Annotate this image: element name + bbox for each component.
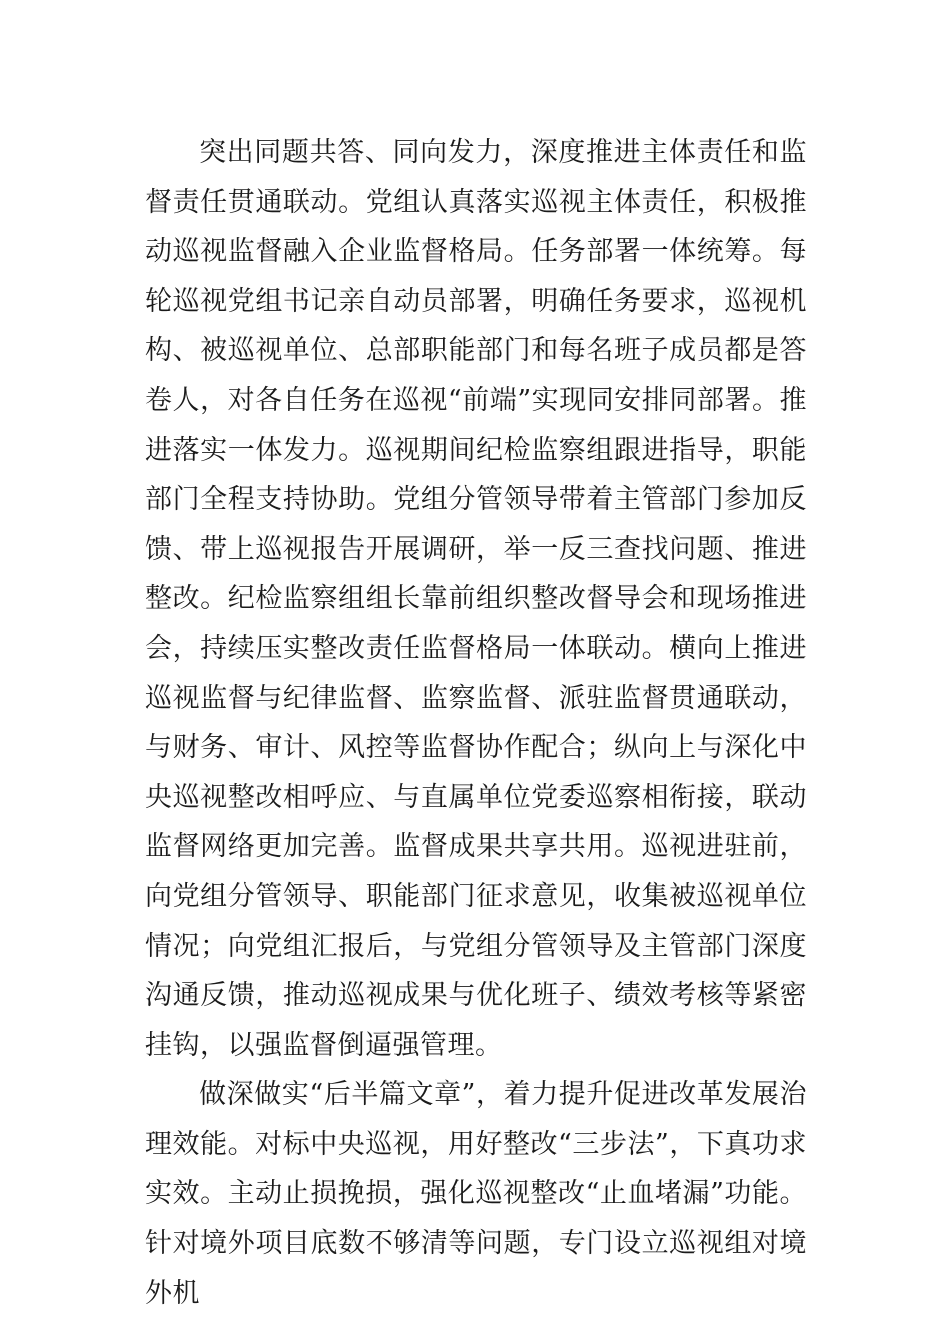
paragraph: 突出同题共答、同向发力，深度推进主体责任和监督责任贯通联动。党组认真落实巡视主体责任，积极推动巡视监督融入企业监督格局。任务部署一体统筹。每轮巡视党组书记亲自动员部署，明确任务要求，巡视机构、被巡视单位、总部职能部门和每名班子成员都是答卷人，对各自任务在巡视“前端”实现同安排同部署。推进落实一体发力。巡视期间纪检监察组跟进指导，职能部门全程支持协助。党组分管领导带着主管部门参加反馈、带上巡视报告开展调研，举一反三查找问题、推进整改。纪检监察组组长靠前组织整改督导会和现场推进会，持续压实整改责任监督格局一体联动。横向上推进巡视监督与纪律监督、监察监督、派驻监督贯通联动，与财务、审计、风控等监督协作配合；纵向上与深化中央巡视整改相呼应、与直属单位党委巡察相衔接，联动监督网络更加完善。监督成果共享共用。巡视进驻前，向党组分管领导、职能部门征求意见，收集被巡视单位情况；向党组汇报后，与党组分管领导及主管部门深度沟通反馈，推动巡视成果与优化班子、绩效考核等紧密挂钩，以强监督倒逼强管理。 [145,137,807,1061]
paragraph: 做深做实“后半篇文章”，着力提升促进改革发展治理效能。对标中央巡视，用好整改“三步法”，下真功求实效。主动止损挽损，强化巡视整改“止血堵漏”功能。针对境外项目底数不够清等问题，专门设立巡视组对境外机 [145,1079,807,1309]
document-body [145,128,807,1318]
